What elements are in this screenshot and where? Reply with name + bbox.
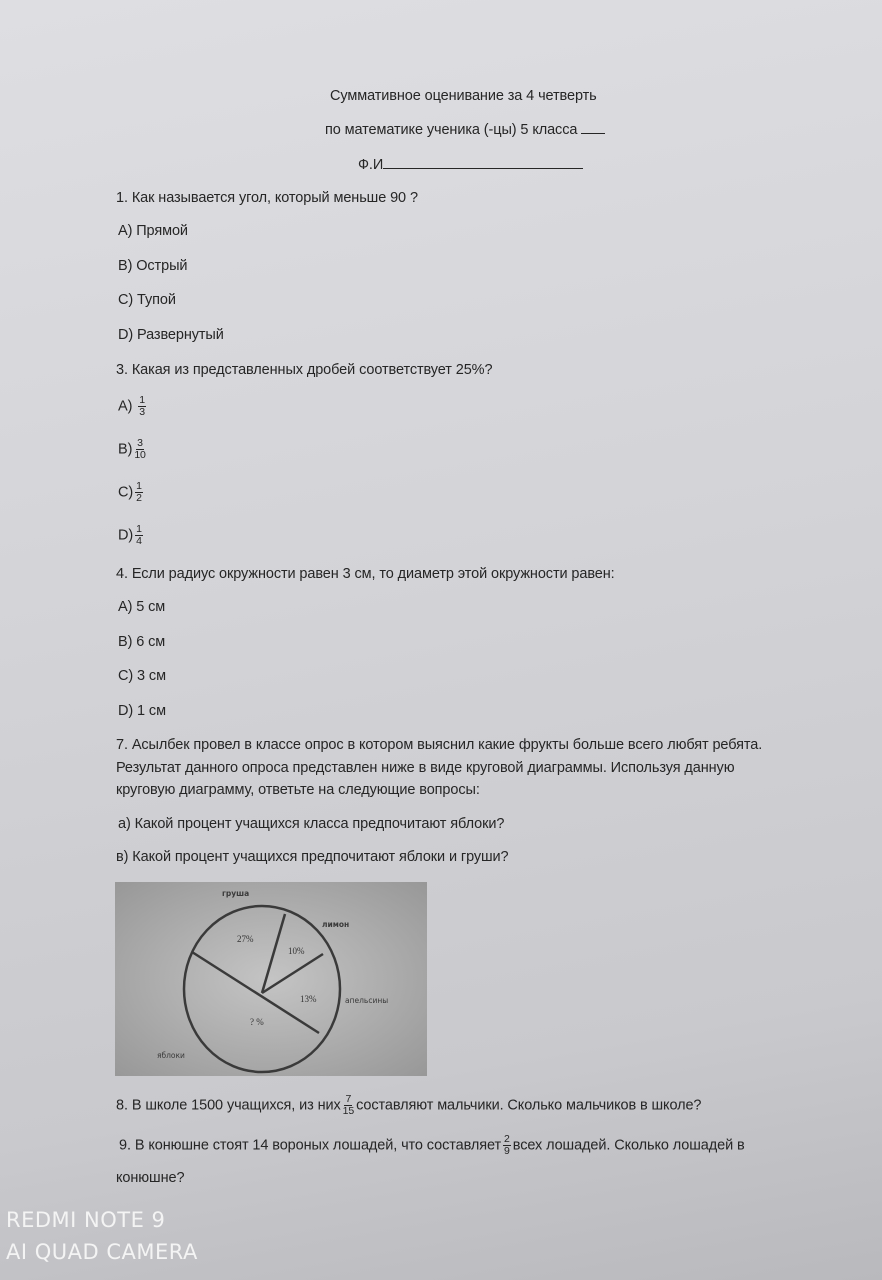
q1-option: C) Тупой [118,292,176,308]
denominator: 15 [342,1105,355,1117]
q7-part-a: а) Какой процент учащихся класса предпочитают яблоки? [118,816,505,832]
slice-name-label: яблоки [157,1051,185,1060]
option-label: B) [118,441,133,458]
q7-line: Результат данного опроса представлен ниже в виде круговой диаграммы. Используя данную [116,760,735,776]
q4-option: C) 3 см [118,668,166,684]
q1-option: B) Острый [118,258,188,274]
camera-watermark-line1: REDMI NOTE 9 [6,1208,166,1232]
doc-subtitle [325,122,605,138]
q9-text [119,1134,745,1157]
fraction [134,438,145,461]
q3-text: 3. Какая из представленных дробей соответствует 25%? [116,362,493,378]
doc-title: Суммативное оценивание за 4 четверть [330,88,597,104]
denominator: 2 [136,492,142,504]
option-label: A) [118,398,133,415]
name-line [358,157,583,173]
slice-value-label: 13% [300,994,317,1004]
fraction [135,524,143,547]
numerator: 2 [504,1133,510,1145]
subtitle-text: по математике ученика (-цы) 5 класса [325,122,578,138]
q3-option [118,438,148,461]
numerator: 1 [139,394,145,406]
denominator: 4 [136,535,142,547]
class-blank [581,133,605,134]
q8-pre: 8. В школе 1500 учащихся, из них [116,1097,341,1114]
option-label: C) [118,484,134,501]
q3-option [118,395,148,418]
q4-option: D) 1 см [118,703,166,719]
fraction [503,1134,511,1157]
slice-value-label: 10% [288,946,305,956]
name-label: Ф.И [358,157,384,173]
slice-name-label: груша [222,889,250,898]
denominator: 10 [134,449,146,461]
q9-post: всех лошадей. Сколько лошадей в [512,1137,745,1154]
camera-watermark-line2: AI QUAD CAMERA [6,1240,198,1264]
q8-post: составляют мальчики. Сколько мальчиков в школе? [356,1097,702,1114]
denominator: 3 [139,406,145,418]
chart-background [115,882,427,1076]
q8-text [116,1094,701,1117]
slice-name-label: апельсины [345,996,389,1005]
q7-line: круговую диаграмму, ответьте на следующие вопросы: [116,782,480,798]
q9-line2: конюшне? [116,1170,185,1186]
q3-option [118,524,145,547]
q4-text: 4. Если радиус окружности равен 3 см, то диаметр этой окружности равен: [116,566,615,582]
fraction [138,395,146,418]
denominator: 9 [504,1145,510,1157]
numerator: 1 [136,523,142,535]
fraction [135,481,143,504]
slice-name-label: лимон [322,920,350,929]
q1-option: D) Развернутый [118,327,224,343]
numerator: 1 [136,480,142,492]
q1-text: 1. Как называется угол, который меньше 90 ? [116,190,418,206]
q7-line: 7. Асылбек провел в классе опрос в котором выяснил какие фрукты больше всего любят ребята. [116,737,763,753]
q1-option: A) Прямой [118,223,188,239]
q9-pre: 9. В конюшне стоят 14 вороных лошадей, что составляет [119,1137,501,1154]
numerator: 3 [137,437,143,449]
pie-chart [115,882,427,1076]
option-label: D) [118,527,134,544]
q4-option: B) 6 см [118,634,166,650]
fraction [343,1094,354,1117]
q4-option: A) 5 см [118,599,166,615]
q3-option [118,481,145,504]
name-blank [383,168,583,169]
slice-value-label: 27% [237,934,254,944]
numerator: 7 [345,1093,352,1105]
q7-part-b: в) Какой процент учащихся предпочитают яблоки и груши? [116,849,509,865]
slice-value-label: ? % [250,1017,264,1027]
